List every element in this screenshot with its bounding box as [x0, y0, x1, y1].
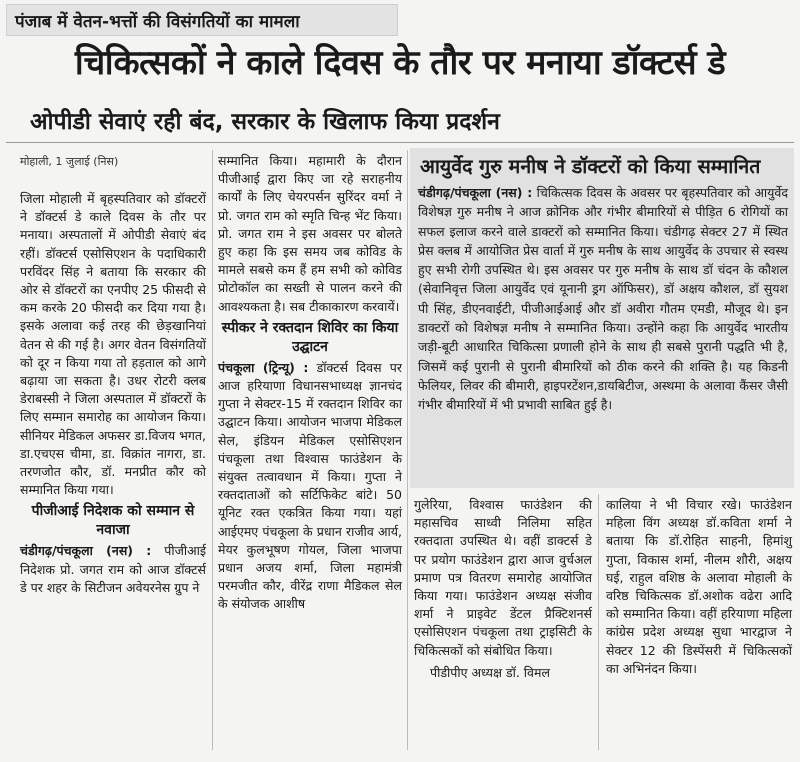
col1-subhead: पीजीआई निदेशक को सम्मान से नवाजा [31, 503, 195, 539]
box-text [418, 183, 788, 415]
col2-place: पंचकूला (ट्रिन्यू) : [218, 359, 309, 375]
headline-rule [6, 142, 794, 143]
column-divider [407, 150, 408, 750]
kicker-label: पंजाब में वेतन-भत्तों की विसंगतियों का मामला [6, 4, 398, 36]
column-divider [212, 150, 213, 750]
box-text-body: चिकित्सक दिवस के अवसर पर बृहस्पतिवार को आयुर्वेद विशेषज्ञ गुरु मनीष ने आज क्रोनिक और गंभीर बीमारियों से पीड़ित 6 रोगियों का सफल इलाज करने वाले डाक्टरों को सम्मानित किया। चंडीगढ़ सेक्टर 27 में स्थित प्रेस क्लब में आयोजित प्रेस वार्ता में गुरु मनीष के साथ आयुर्वेद के उपचार से स्वस्थ हुए सभी रोगी उपस्थित थे। इस अवसर पर गुरु मनीष के साथ डॉ चंदन के कौशल (सेवानिवृत्त जिला आयुर्वेद एवं यूनानी ड्रग ऑफिसर), डॉ अक्षय कौशल, डॉ सुयश पी सिंह, डीएनवाईटी, पीजीआईआई और डॉ अवीरा गौतम एमडी, मौजूद थे। इन डाक्टरों को विशेषज्ञ मनीष ने सम्मानित किया। उन्होंने कहा कि आयुर्वेद भारतीय जड़ी-बूटी आधारित चिकित्सा प्रणाली होने के साथ ही सबसे पुरानी पद्धति भी है, जिसमें कई पुरानी से पुरानी बीमारियों को ठीक करने की शक्ति है। यह किडनी फेलियर, लिवर की बीमारी, हाइपरटेंशन,डायबिटीज, अस्थमा के अलावा कैंसर जैसी गंभीर बीमारियों में भी प्रभावी साबित हुई है। [418, 185, 789, 413]
col1-place: चंडीगढ़/पंचकूला (नस) : [20, 543, 152, 559]
col4-text: कालिया ने भी विचार रखे। फाउंडेशन महिला विंग अध्यक्ष डॉ.कविता शर्मा ने बताया कि डॉ.रोहित साहनी, हिमांशु गुप्ता, विकास शर्मा, नीलम शौरी, अक्षय घई, राहुल वशिष्ठ के अलावा मोहाली के वरिष्ठ चिकित्सक डॉ.अशोक वढेरा आदि को सम्मानित किया। वहीं हरियाणा महिला कांग्रेस प्रदेश अध्यक्ष सुधा भारद्वाज ने सेक्टर 12 की डिस्पेंसरी में चिकित्सकों का अभिनंदन किया। [606, 497, 792, 676]
col2-text2 [218, 359, 402, 614]
col2-text2-body: डॉक्टर्स दिवस पर आज हरियाणा विधानसभाध्यक्ष ज्ञानचंद गुप्ता ने सेक्टर-15 में रक्तदान शिविर का उद्घाटन किया। आयोजन भाजपा मेडिकल सेल, इंडियन मेडिकल एसोसिएशन पंचकूला तथा विश्वास फाउंडेशन के संयुक्त तत्वावधान में किया। गुप्ता ने रक्तदाताओं को सर्टिफिकेट बांटे। 50 यूनिट रक्त एकत्रित किया गया। यहां आईएमए पंचकूला के प्रधान राजीव आर्य, मेयर कुलभूषण गोयल, जिला भाजपा प्रधान अजय शर्मा, जिला महामंत्री परमजीत कौर, वीरेंद्र राणा मैडिकल सेल के संयोजक आशीष [218, 359, 402, 612]
col3-text2: पीडीपीए अध्यक्ष डॉ. विमल [430, 664, 550, 680]
col3-text: गुलेरिया, विश्वास फाउंडेशन की महासचिव साध्वी निलिमा सहित रक्तदाता उपस्थित थे। वहीं डाक्टर्स डे पर प्रयोग फाउंडेशन द्वारा आज वुर्चअल प्रमाण पत्र वितरण समारोह आयोजित किया गया। फाउंडेशन अध्यक्ष संजीव शर्मा ने प्राइवेट डेंटल प्रैक्टिशनर्स एसोसिएशन पंचकूला तथा ट्राइसिटी के चिकित्सकों को संबोधित किया। [414, 497, 592, 658]
column-2 [218, 152, 402, 614]
col1-text2 [20, 542, 206, 597]
col1-text2-body: पीजीआई निदेशक प्रो. जगत राम को आज डॉक्टर्स डे पर शहर के सिटीजन अवेयरनेस ग्रुप ने [20, 543, 206, 595]
col2-text: सम्मानित किया। महामारी के दौरान पीजीआई द्वारा किए जा रहे सराहनीय कार्यों के लिए चेयरपर्सन सुरिंदर वर्मा ने प्रो. जगत राम को स्मृति चिन्ह भेंट किया। प्रो. जगत राम ने इस अवसर पर बोलते हुए कहा कि इस समय जब कोविड के मामले सबसे कम हैं हम सभी को कोविड प्रोटोकॉल का सख्ती से पालन करने की आवश्यकता है। सब टीकाकारण करवायें। [218, 153, 402, 314]
subheadline: ओपीडी सेवाएं रही बंद, सरकार के खिलाफ किया प्रदर्शन [30, 109, 500, 135]
col1-text: जिला मोहाली में बृहस्पतिवार को डॉक्टरों ने डॉक्टर्स डे काले दिवस के तौर पर मनाया। अस्पतालों में ओपीडी सेवाएं बंद रहीं। डॉक्टर्स एसोसिएशन के पदाधिकारी परविंदर सिंह ने बताया कि सरकार की ओर से डॉक्टरों का एनपीए 25 फीसदी से कम करके 20 फीसदी कर दिया गया है। इसके अलावा कई तरह की छेड़खानियां वेतन से की गई है। अगर वेतन विसंगतियों को दूर न किया गया तो हड़ताल को आगे बढ़ाया जा सकता है। उधर रोटरी क्लब डेराबस्सी ने जिला अस्पताल में डॉक्टरों के लिए सम्मान समारोह का आयोजन किया। सीनियर मेडिकल अफसर डा.विजय भगत, डा.एचएस चीमा, डा. विक्रांत नागरा, डा. तरणजोत कौर, डॉ. मनप्रीत कौर को सम्मानित किया गया। [20, 191, 206, 498]
headline: चिकित्सकों ने काले दिवस के तौर पर मनाया डॉक्टर्स डे [74, 43, 726, 83]
column-3 [414, 496, 592, 682]
dateline: मोहाली, 1 जुलाई (निस) [20, 155, 119, 168]
box-place: चंडीगढ़/पंचकूला (नस) : [418, 185, 533, 200]
column-4 [606, 496, 792, 678]
column-1 [20, 190, 206, 597]
column-divider [598, 494, 599, 750]
col2-subhead: स्पीकर ने रक्तदान शिविर का किया उद्घाटन [221, 319, 399, 355]
box-title: आयुर्वेद गुरु मनीष ने डॉक्टरों को किया सम्मानित [420, 155, 761, 178]
